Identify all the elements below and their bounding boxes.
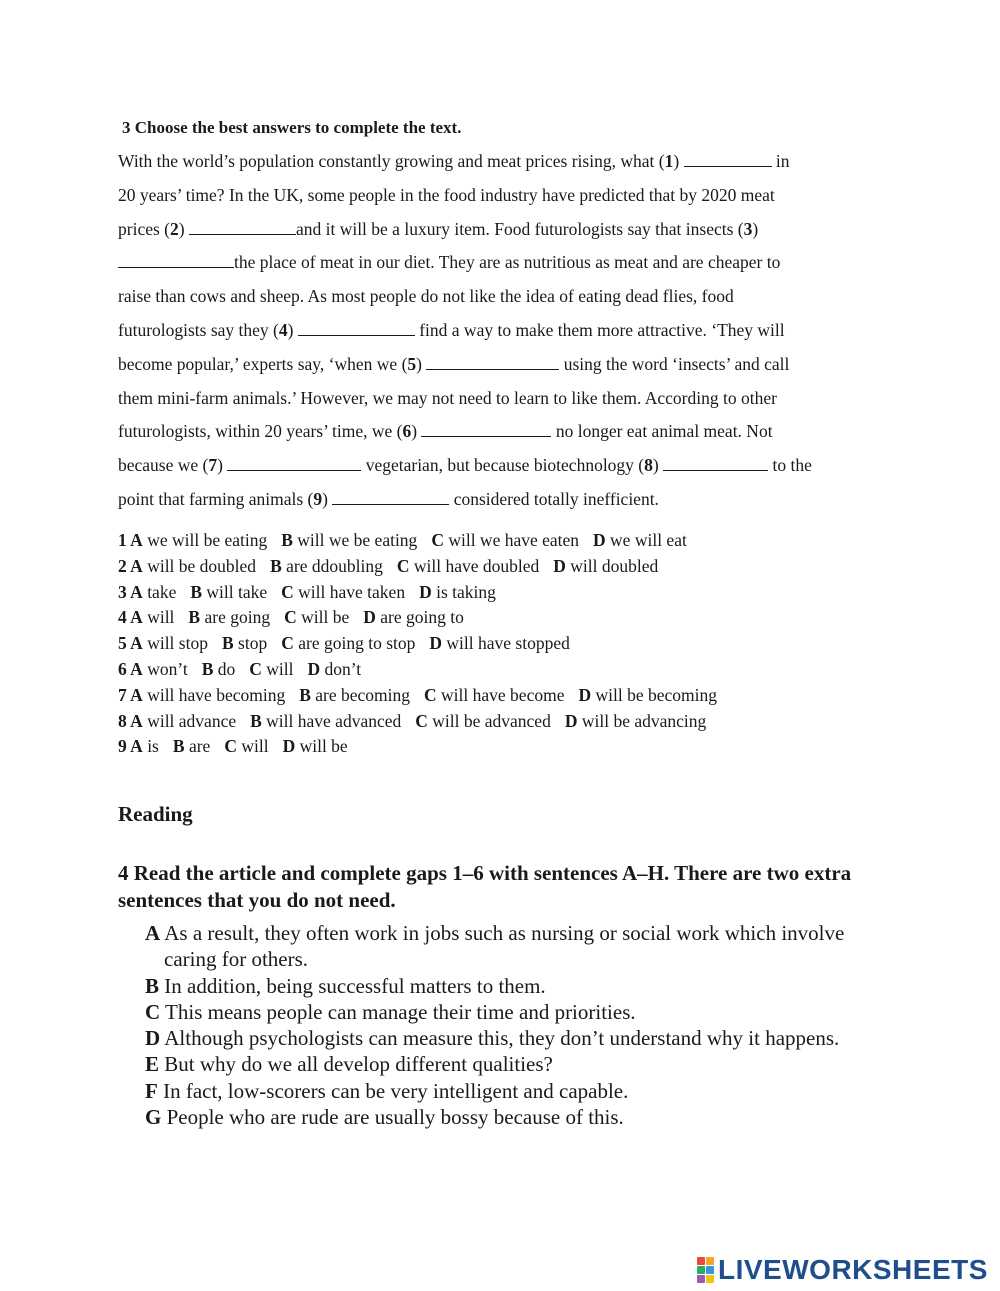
choice-text: will have taken xyxy=(293,581,406,602)
choice-letter: B xyxy=(188,607,201,628)
choice-text: will be doubled xyxy=(142,555,257,576)
choice-text: are going xyxy=(200,607,271,628)
answer-choice[interactable] xyxy=(419,582,496,602)
answer-choice[interactable] xyxy=(424,685,564,705)
choice-letter: C xyxy=(431,530,444,550)
choice-letter: B xyxy=(190,581,203,602)
choice-letter: B xyxy=(281,530,293,550)
question-number: 3 xyxy=(118,581,131,602)
sentence-option xyxy=(145,1051,865,1077)
passage-text: considered totally inefficient. xyxy=(449,488,659,509)
choice-text: will be advanced xyxy=(427,710,551,731)
passage-text: ) xyxy=(416,353,427,374)
gap-number: 5 xyxy=(407,353,417,374)
answer-choice[interactable] xyxy=(593,530,687,550)
passage-text: find a way to make them more attractive. ‘They will xyxy=(414,319,785,340)
answer-blank[interactable] xyxy=(426,352,559,370)
choice-text: will be xyxy=(295,736,348,757)
choice-text: will stop xyxy=(142,633,208,654)
answer-choice[interactable] xyxy=(130,659,188,679)
passage-text: ) xyxy=(752,218,759,239)
choice-text: will have doubled xyxy=(409,555,540,576)
choice-text: take xyxy=(142,581,177,602)
answer-choice[interactable] xyxy=(281,633,415,653)
choice-text: will we have eaten xyxy=(443,530,580,550)
passage-text: using the word ‘insects’ and call xyxy=(559,353,790,374)
choice-letter: A xyxy=(130,658,143,679)
exercise-3-heading: 3 Choose the best answers to complete the text. xyxy=(122,118,462,137)
choice-letter: C xyxy=(284,607,297,628)
answer-choice[interactable] xyxy=(283,736,348,756)
logo-block xyxy=(706,1266,714,1274)
answer-choice[interactable] xyxy=(130,556,256,576)
answer-choice[interactable] xyxy=(190,582,267,602)
passage-line xyxy=(118,415,888,449)
passage-text: ) xyxy=(652,455,664,476)
option-row xyxy=(118,528,898,554)
answer-choice[interactable] xyxy=(202,659,236,679)
choice-text: will doubled xyxy=(565,555,659,576)
choice-letter: C xyxy=(396,555,410,576)
answer-blank[interactable] xyxy=(684,149,772,167)
answer-options xyxy=(118,528,898,760)
passage-text: 20 years’ time? In the UK, some people in the food industry have predicted that by 2020 meat xyxy=(118,184,775,205)
choice-text: will xyxy=(142,607,175,628)
sentence-option xyxy=(145,1104,865,1130)
answer-choice[interactable] xyxy=(173,736,210,756)
question-number: 6 xyxy=(118,658,131,679)
gap-number: 8 xyxy=(644,455,653,476)
sentence-option xyxy=(145,973,865,999)
passage-text: futurologists say they ( xyxy=(118,319,279,340)
passage-line xyxy=(118,246,888,280)
answer-choice[interactable] xyxy=(284,607,349,627)
answer-blank[interactable] xyxy=(189,217,296,235)
passage-text: because we ( xyxy=(118,455,209,476)
choice-text: we will be eating xyxy=(142,530,268,550)
answer-choice[interactable] xyxy=(249,659,293,679)
choice-text: will xyxy=(236,736,269,757)
choice-letter: A xyxy=(130,684,143,705)
answer-choice[interactable] xyxy=(270,556,383,576)
choice-letter: A xyxy=(130,530,143,550)
answer-choice[interactable] xyxy=(130,607,174,627)
choice-text: stop xyxy=(233,633,268,654)
choice-text: we will eat xyxy=(605,530,687,550)
passage-text: and it will be a luxury item. Food futurologists say that insects ( xyxy=(295,218,744,239)
choice-letter: D xyxy=(307,658,321,679)
answer-choice[interactable] xyxy=(130,711,236,731)
answer-choice[interactable] xyxy=(578,685,717,705)
sentence-text: People who are rude are usually bossy because of this. xyxy=(161,1105,624,1130)
answer-choice[interactable] xyxy=(429,633,569,653)
sentence-letter: A xyxy=(145,921,161,945)
sentence-text: This means people can manage their time and priorities. xyxy=(160,999,636,1024)
option-row xyxy=(118,683,898,709)
answer-choice[interactable] xyxy=(130,685,285,705)
answer-blank[interactable] xyxy=(118,250,234,268)
choice-letter: A xyxy=(130,607,143,628)
choice-text: is xyxy=(142,736,159,757)
passage-text: With the world’s population constantly growing and meat prices rising, what ( xyxy=(118,151,665,171)
sentence-text: But why do we all develop different qualities? xyxy=(159,1052,553,1077)
answer-choice[interactable] xyxy=(130,582,176,602)
sentence-option xyxy=(145,1078,865,1104)
choice-text: will be advancing xyxy=(577,710,707,731)
answer-choice[interactable] xyxy=(130,530,267,550)
choice-letter: D xyxy=(564,710,578,731)
passage-text: raise than cows and sheep. As most people do not like the idea of eating dead flies, food xyxy=(118,286,734,307)
gap-number: 2 xyxy=(170,218,179,239)
choice-letter: A xyxy=(130,736,143,757)
sentence-letter: D xyxy=(145,1026,161,1051)
answer-choice[interactable] xyxy=(363,607,464,627)
answer-choice[interactable] xyxy=(299,685,410,705)
choice-letter: D xyxy=(578,684,592,705)
answer-choice[interactable] xyxy=(222,633,267,653)
sentence-text: In addition, being successful matters to them. xyxy=(159,973,546,998)
choice-text: are going to xyxy=(375,607,464,628)
choice-letter: D xyxy=(553,555,566,576)
question-number: 7 xyxy=(118,684,131,705)
choice-letter: C xyxy=(281,633,294,654)
option-row xyxy=(118,605,898,631)
choice-text: will have stopped xyxy=(442,633,570,654)
passage-text: prices ( xyxy=(118,218,170,239)
gap-number: 7 xyxy=(208,455,218,476)
logo-block xyxy=(706,1275,714,1283)
choice-letter: A xyxy=(130,581,143,602)
passage-text: become popular,’ experts say, ‘when we ( xyxy=(118,353,408,374)
answer-blank[interactable] xyxy=(332,487,449,505)
choice-text: don’t xyxy=(320,658,362,679)
gap-number: 9 xyxy=(313,488,323,509)
answer-choice[interactable] xyxy=(130,736,159,756)
choice-text: will take xyxy=(202,581,268,602)
passage-line xyxy=(118,348,888,382)
choice-letter: C xyxy=(281,581,294,602)
sentence-option xyxy=(145,920,865,973)
answer-blank[interactable] xyxy=(421,419,551,437)
choice-letter: D xyxy=(419,581,432,602)
answer-choice[interactable] xyxy=(565,711,706,731)
choice-text: will advance xyxy=(142,710,237,731)
passage-text: them mini-farm animals.’ However, we may not need to learn to like them. According to other xyxy=(118,387,777,408)
question-number: 1 xyxy=(118,530,131,550)
sentence-list xyxy=(145,920,865,1130)
choice-letter: B xyxy=(250,710,262,731)
question-number: 8 xyxy=(118,710,131,731)
sentence-letter: B xyxy=(145,973,160,998)
choice-text: will have become xyxy=(436,684,565,705)
passage-line xyxy=(118,145,888,179)
sentence-letter: F xyxy=(145,1078,158,1103)
sentence-option xyxy=(145,1025,865,1051)
choice-text: will have becoming xyxy=(142,684,286,705)
choice-letter: B xyxy=(270,555,282,576)
choice-text: won’t xyxy=(142,658,188,679)
answer-blank[interactable] xyxy=(663,453,768,471)
option-row xyxy=(118,657,898,683)
answer-choice[interactable] xyxy=(308,659,362,679)
option-row xyxy=(118,631,898,657)
passage-line xyxy=(118,483,888,517)
answer-blank[interactable] xyxy=(227,453,361,471)
choice-text: will be becoming xyxy=(591,684,718,705)
answer-choice[interactable] xyxy=(415,711,551,731)
question-number: 4 xyxy=(118,607,131,628)
reading-section-title: Reading xyxy=(118,802,193,826)
passage-text: futurologists, within 20 years’ time, we ( xyxy=(118,421,403,442)
gap-number: 4 xyxy=(278,319,288,340)
sentence-letter: C xyxy=(145,999,161,1024)
question-number: 2 xyxy=(118,555,131,576)
liveworksheets-logo xyxy=(697,1254,988,1286)
option-row xyxy=(118,580,898,606)
choice-letter: B xyxy=(172,736,185,757)
choice-text: will be xyxy=(296,607,350,628)
choice-letter: B xyxy=(201,658,214,679)
sentence-text: Although psychologists can measure this, they don’t understand why it happens. xyxy=(160,1026,840,1051)
passage-line xyxy=(118,179,888,213)
passage-text: vegetarian, but because biotechnology ( xyxy=(361,455,645,476)
choice-text: will we be eating xyxy=(292,530,418,550)
option-row xyxy=(118,554,898,580)
sentence-text: In fact, low-scorers can be very intelligent and capable. xyxy=(157,1078,629,1103)
logo-block xyxy=(697,1266,705,1274)
choice-text: are becoming xyxy=(310,684,411,705)
answer-blank[interactable] xyxy=(298,318,415,336)
choice-letter: B xyxy=(299,684,311,705)
choice-text: are going to stop xyxy=(293,633,416,654)
choice-text: are xyxy=(184,736,211,757)
passage-text: ) xyxy=(217,455,228,476)
sentence-text: As a result, they often work in jobs such as nursing or social work which involve caring for others. xyxy=(160,921,845,972)
choice-letter: A xyxy=(130,633,143,654)
gap-number: 3 xyxy=(743,218,753,239)
choice-text: will have advanced xyxy=(261,710,402,731)
logo-block xyxy=(706,1257,714,1265)
choice-letter: A xyxy=(130,555,143,576)
exercise-4-heading: 4 Read the article and complete gaps 1–6 with sentences A–H. There are two extra sentences that you do not need. xyxy=(118,861,852,912)
answer-choice[interactable] xyxy=(397,556,539,576)
liveworksheets-logo-icon xyxy=(697,1257,714,1283)
choice-letter: D xyxy=(282,736,296,757)
passage-line xyxy=(118,213,888,247)
answer-choice[interactable] xyxy=(553,556,658,576)
gap-number: 6 xyxy=(402,421,412,442)
answer-choice[interactable] xyxy=(188,607,270,627)
passage-text: no longer eat animal meat. Not xyxy=(551,421,773,442)
cloze-passage xyxy=(118,145,888,517)
passage-line xyxy=(118,314,888,348)
answer-choice[interactable] xyxy=(130,633,208,653)
choice-letter: D xyxy=(429,633,443,654)
passage-line xyxy=(118,449,888,483)
logo-text: LIVEWORKSHEETS xyxy=(718,1254,988,1285)
choice-letter: D xyxy=(593,530,606,550)
choice-letter: C xyxy=(249,658,262,679)
sentence-letter: E xyxy=(145,1052,160,1077)
choice-letter: C xyxy=(415,710,428,731)
option-row xyxy=(118,709,898,735)
answer-choice[interactable] xyxy=(281,530,417,550)
question-number: 9 xyxy=(118,736,131,757)
gap-number: 1 xyxy=(664,151,674,171)
passage-text: to the xyxy=(768,455,812,476)
answer-choice[interactable] xyxy=(281,582,405,602)
passage-text: ) xyxy=(673,151,684,171)
choice-letter: B xyxy=(221,633,234,654)
passage-text: in xyxy=(771,151,790,171)
choice-text: are ddoubling xyxy=(281,555,383,576)
passage-text: ) xyxy=(178,218,189,239)
choice-text: do xyxy=(213,658,236,679)
passage-text: ) xyxy=(322,488,333,509)
choice-text: will xyxy=(261,658,294,679)
question-number: 5 xyxy=(118,633,131,654)
sentence-option xyxy=(145,999,865,1025)
answer-choice[interactable] xyxy=(224,736,268,756)
answer-choice[interactable] xyxy=(431,530,579,550)
option-row xyxy=(118,734,898,760)
choice-text: is taking xyxy=(431,581,496,602)
choice-letter: D xyxy=(363,607,376,628)
choice-letter: C xyxy=(424,684,437,705)
passage-text: the place of meat in our diet. They are as nutritious as meat and are cheaper to xyxy=(234,252,781,273)
logo-block xyxy=(697,1257,705,1265)
sentence-letter: G xyxy=(145,1105,162,1130)
passage-text: ) xyxy=(287,319,298,340)
logo-block xyxy=(697,1275,705,1283)
passage-line xyxy=(118,280,888,314)
passage-text: ) xyxy=(411,421,422,442)
passage-line xyxy=(118,382,888,416)
choice-letter: C xyxy=(224,736,237,757)
passage-text: point that farming animals ( xyxy=(118,488,314,509)
choice-letter: A xyxy=(130,710,143,731)
answer-choice[interactable] xyxy=(250,711,401,731)
